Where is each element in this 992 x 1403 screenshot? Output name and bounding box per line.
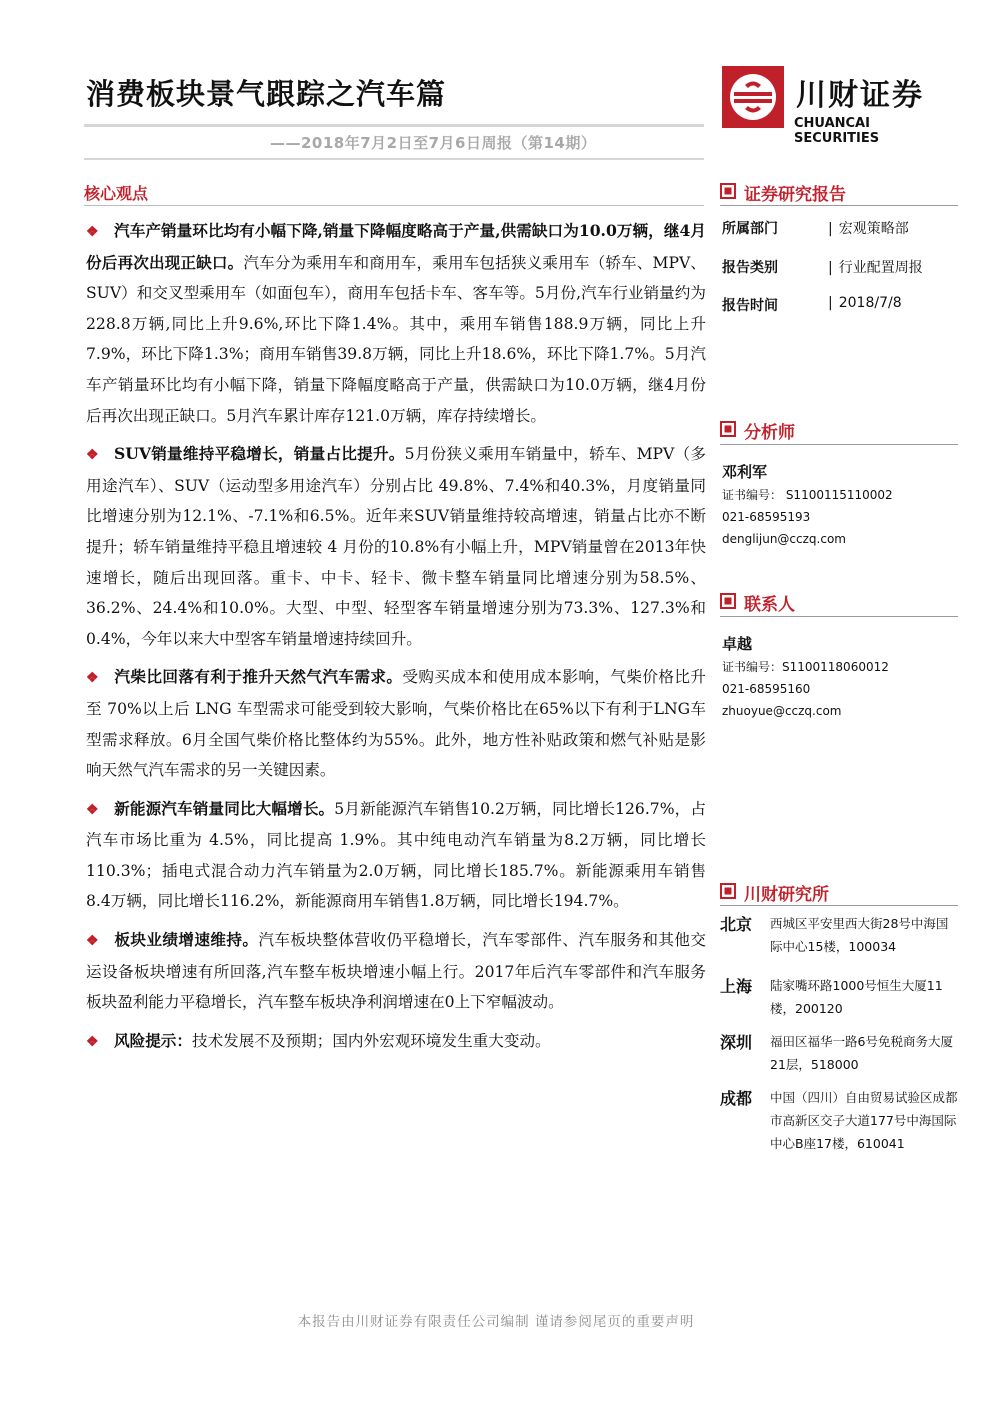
viewpoint-paragraph <box>86 216 706 431</box>
footer-disclaimer: 本报告由川财证券有限责任公司编制 谨请参阅尾页的重要声明 <box>297 1314 695 1330</box>
office-city: 北京 <box>720 915 753 934</box>
contact-card <box>722 632 962 722</box>
risk-warning-body: 技术发展不及预期；国内外宏观环境发生重大变动。 <box>191 1031 551 1050</box>
office-address: 西城区平安里西大街28号中海国际中心15楼，100034 <box>770 916 949 954</box>
viewpoint-lead: 汽车产销量环比均有小幅下降,销量下降幅度略高于产量,供需缺口为10.0万辆，继4月份后再次出现正缺口。 <box>86 221 706 272</box>
viewpoint-lead: 板块业绩增速维持。 <box>114 930 259 950</box>
sidebar-divider <box>720 444 958 445</box>
viewpoint-lead: 新能源汽车销量同比大幅增长。 <box>114 798 335 818</box>
diamond-bullet-icon: ❖ <box>86 447 99 464</box>
analyst-heading <box>720 418 960 442</box>
sidebar-divider <box>720 616 958 617</box>
analyst-certificate: 证书编号： S1100115110002 <box>722 488 893 502</box>
core-heading-divider <box>84 205 704 206</box>
office-address: 陆家嘴环路1000号恒生大厦11楼，200120 <box>770 978 943 1016</box>
contact-certificate: 证书编号：S1100118060012 <box>722 660 889 674</box>
analyst-phone: 021-68595193 <box>722 510 811 524</box>
report-subtitle: ——2018年7月2日至7月6日周报（第14期） <box>270 134 597 152</box>
logo-english-name: CHUANCAI SECURITIES <box>794 116 880 146</box>
contact-email[interactable]: zhuoyue@cczq.com <box>722 704 842 718</box>
viewpoint-body: 汽车板块整体营收仍平稳增长，汽车零部件、汽车服务和其他交运设备板块增速有所回落,汽车整车板块增速小幅上行。2017年后汽车零部件和汽车服务板块盈利能力平稳增长，汽车整车板块净利润增速在0上下窄幅波动。 <box>86 931 706 1012</box>
analyst-card <box>722 460 962 550</box>
viewpoint-lead: SUV销量维持平稳增长，销量占比提升。 <box>114 444 405 464</box>
office-city: 上海 <box>720 977 753 996</box>
diamond-bullet-icon: ❖ <box>86 670 99 687</box>
core-viewpoints-heading: 核心观点 <box>84 184 149 203</box>
contact-heading <box>720 590 960 614</box>
diamond-bullet-icon: ❖ <box>86 933 99 950</box>
meta-value: | 宏观策略部 <box>828 218 909 238</box>
analyst-email[interactable]: denglijun@cczq.com <box>722 532 846 546</box>
diamond-bullet-icon: ❖ <box>86 224 99 240</box>
company-logo <box>722 66 952 146</box>
logo-chinese-name: 川财证券 <box>796 78 924 113</box>
institute-title: 川财研究所 <box>744 885 829 905</box>
sidebar-divider <box>720 905 958 906</box>
checkbox-icon <box>720 883 736 899</box>
meta-label: 所属部门 <box>722 221 778 237</box>
header-divider <box>84 124 704 127</box>
core-viewpoints-body <box>86 216 706 1065</box>
viewpoint-body: 5月新能源汽车销售10.2万辆，同比增长126.7%，占汽车市场比重为 4.5%，同比提高 1.9%。其中纯电动汽车销量为8.2万辆，同比增长110.3%；插电式混合动力汽车销量为2.0万辆，同比增长185.7%。新能源乘用车销售8.4万辆，同比增长116.2%，新能源商用车销售1.8万辆，同比增长194.7%。 <box>86 799 706 911</box>
analyst-name: 邓利军 <box>722 463 768 481</box>
securities-report-heading <box>720 180 960 204</box>
meta-value: | 2018/7/8 <box>828 295 902 311</box>
analyst-title: 分析师 <box>744 423 795 443</box>
institute-heading <box>720 880 960 904</box>
viewpoint-body: 受购买成本和使用成本影响，气柴价格比升至 70%以上后 LNG 车型需求可能受到较大影响，气柴价格比在65%以下有利于LNG车型需求释放。6月全国气柴价格比整体约为55%。此外，地方性补贴政策和燃气补贴是影响天然气汽车需求的另一关键因素。 <box>86 668 706 780</box>
diamond-bullet-icon: ❖ <box>86 1033 99 1050</box>
diamond-bullet-icon: ❖ <box>86 801 99 818</box>
meta-label: 报告类别 <box>722 260 778 276</box>
checkbox-icon <box>720 421 736 437</box>
risk-warning-lead: 风险提示： <box>114 1030 192 1050</box>
meta-label: 报告时间 <box>722 298 778 314</box>
subtitle-divider <box>84 158 704 160</box>
office-address: 中国（四川）自由贸易试验区成都市高新区交子大道177号中海国际中心B座17楼，610041 <box>770 1090 958 1151</box>
sidebar-divider <box>720 205 958 206</box>
office-city: 成都 <box>720 1089 753 1108</box>
viewpoint-body: 汽车分为乘用车和商用车，乘用车包括狭义乘用车（轿车、MPV、SUV）和交叉型乘用车（如面包车），商用车包括卡车、客车等。5月份,汽车行业销量约为228.8万辆,同比上升9.6%,环比下降1.4%。其中，乘用车销售188.9万辆，同比上升7.9%，环比下降1.3%；商用车销售39.8万辆，同比上升18.6%，环比下降1.7%。5月汽车产销量环比均有小幅下降，销量下降幅度略高于产量，供需缺口为10.0万辆，继4月份后再次出现正缺口。5月汽车累计库存121.0万辆，库存持续增长。 <box>86 253 706 425</box>
report-title: 消费板块景气跟踪之汽车篇 <box>86 77 447 111</box>
viewpoint-paragraph <box>86 925 706 1018</box>
office-city: 深圳 <box>720 1033 753 1052</box>
viewpoint-paragraph <box>86 662 706 785</box>
viewpoint-paragraph <box>86 794 706 917</box>
viewpoint-paragraph <box>86 439 706 654</box>
contact-name: 卓越 <box>722 635 753 653</box>
risk-warning-paragraph <box>86 1026 706 1058</box>
chuancai-logo-icon <box>722 66 784 128</box>
contact-phone: 021-68595160 <box>722 682 811 696</box>
checkbox-icon <box>720 593 736 609</box>
viewpoint-body: 5月份狭义乘用车销量中，轿车、MPV（多用途汽车）、SUV（运动型多用途汽车）分别占比 49.8%、7.4%和40.3%，月度销量同比增速分别为12.1%、-7.1%和6.5%。近年来SUV销量维持较高增速，销量占比亦不断提升；轿车销量维持平稳且增速较 4 月份的10.8%有小幅上升，MPV销量曾在2013年快速增长，随后出现回落。重卡、中卡、轻卡、微卡整车销量同比增速分别为58.5%、36.2%、24.4%和10.0%。大型、中型、轻型客车销量增速分别为73.3%、127.3%和0.4%，今年以来大中型客车销量增速持续回升。 <box>86 445 707 648</box>
checkbox-icon <box>720 183 736 199</box>
meta-value: | 行业配置周报 <box>828 257 923 277</box>
office-address: 福田区福华一路6号免税商务大厦21层，518000 <box>770 1034 953 1072</box>
securities-report-title: 证券研究报告 <box>744 185 846 205</box>
contact-title: 联系人 <box>744 595 795 615</box>
viewpoint-lead: 汽柴比回落有利于推升天然气汽车需求。 <box>114 667 403 687</box>
